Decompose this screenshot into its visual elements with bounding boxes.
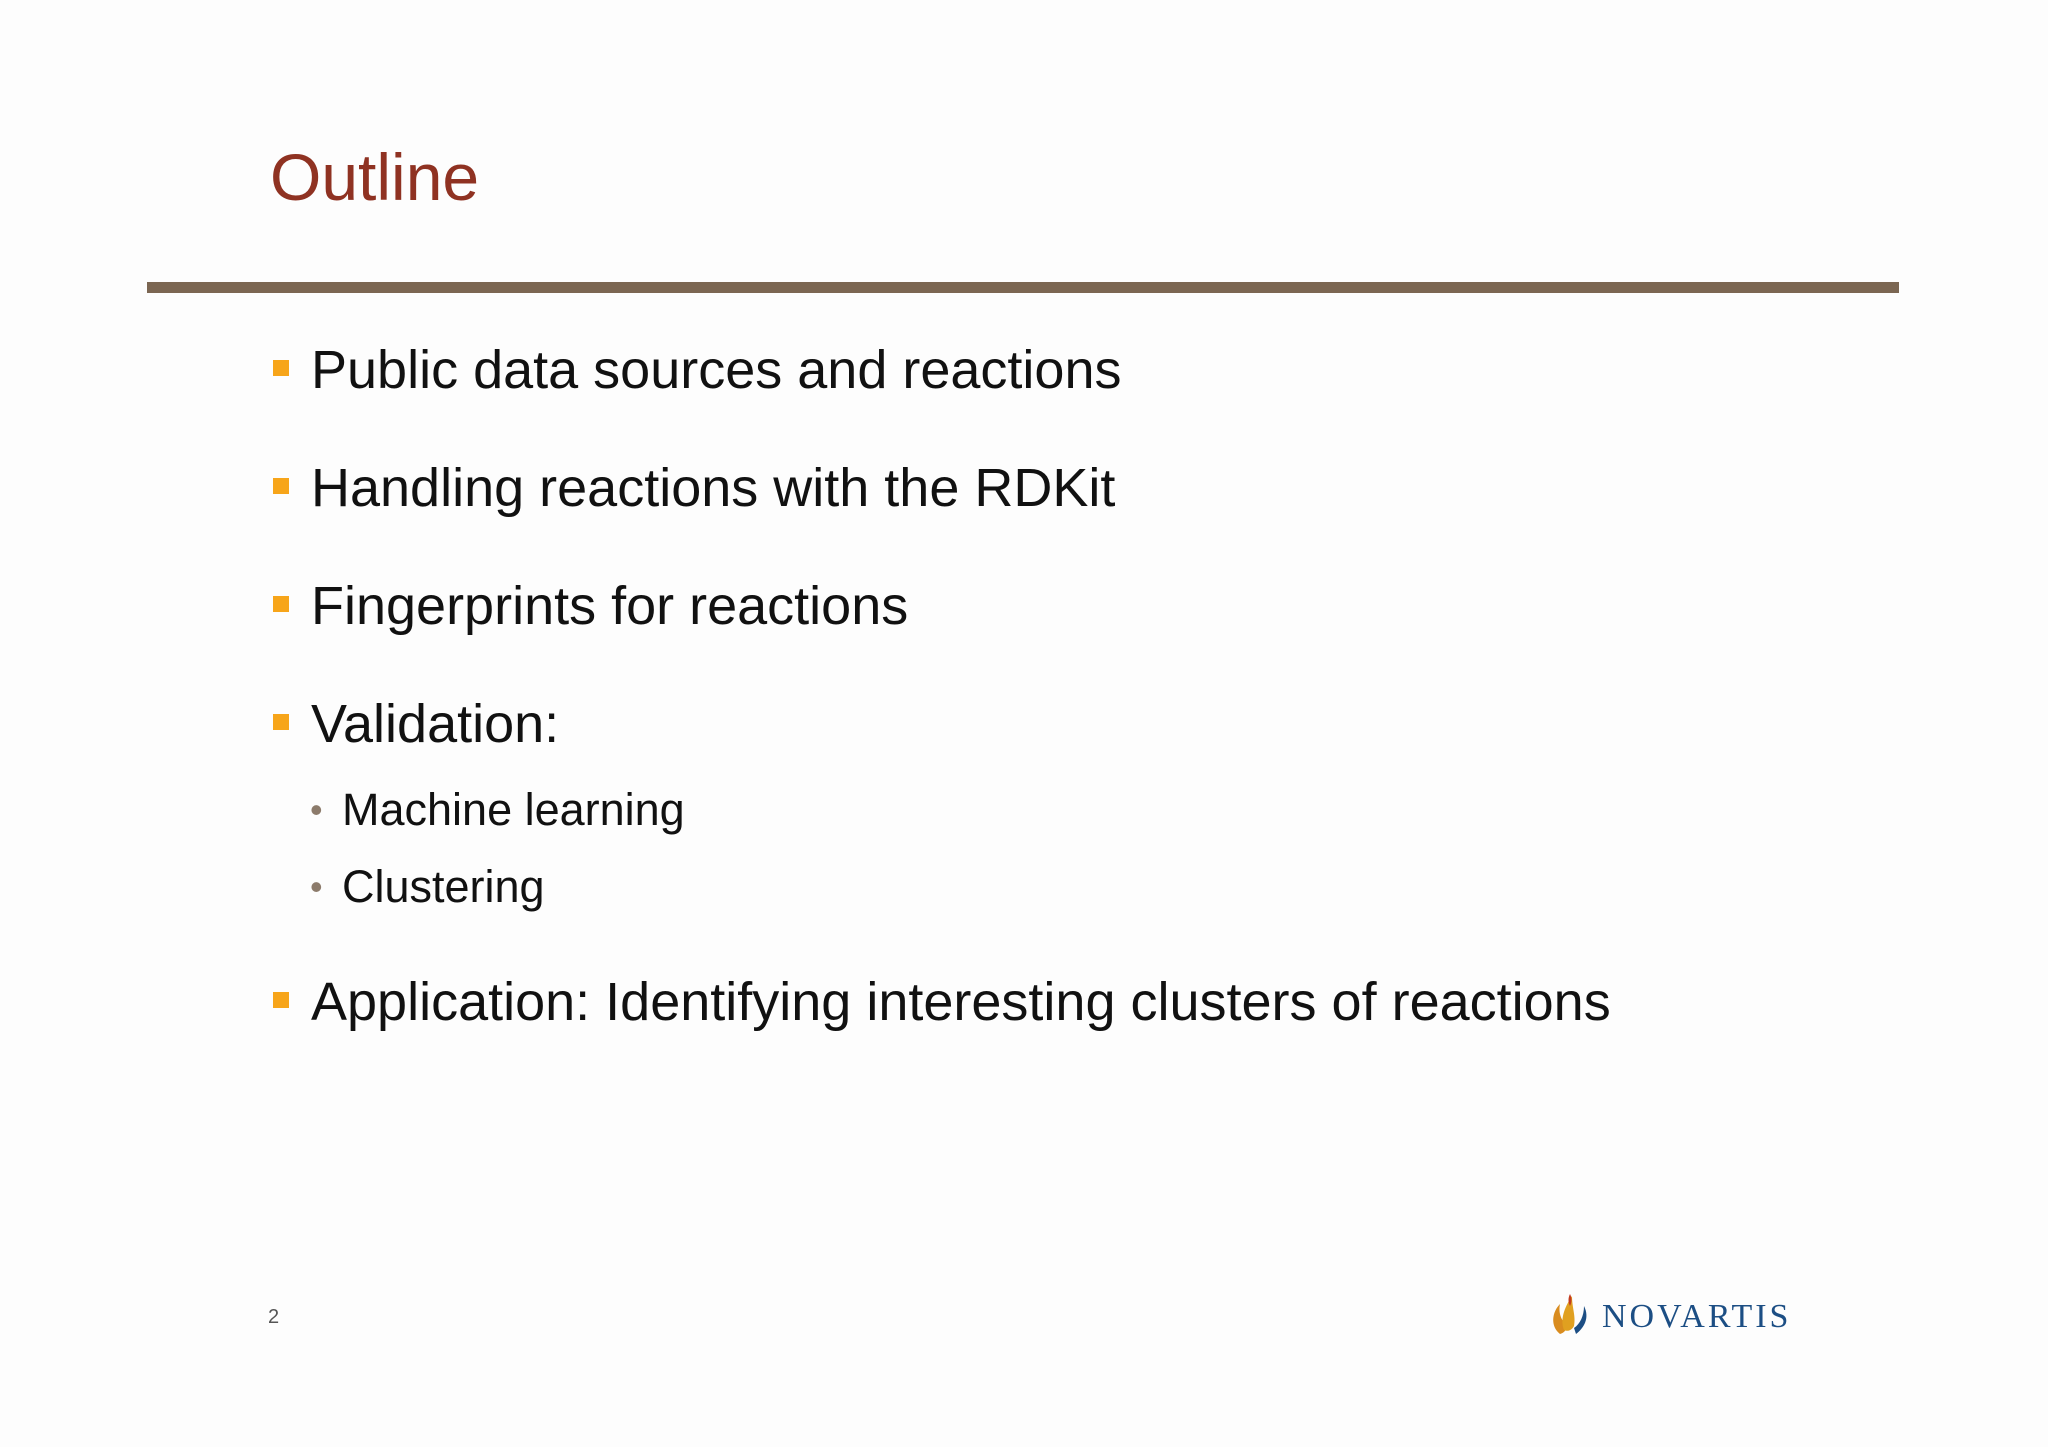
square-bullet-icon [273,992,289,1008]
bullet-text: Validation: [311,694,560,754]
slide-title: Outline [270,140,480,214]
logo-wordmark: NOVARTIS [1602,1298,1792,1335]
sub-bullet-text: Machine learning [342,784,685,835]
square-bullet-icon [273,360,289,376]
square-bullet-icon [273,596,289,612]
page-number: 2 [268,1306,280,1328]
bullet-text: Handling reactions with the RDKit [311,458,1116,518]
square-bullet-icon [273,714,289,730]
round-bullet-icon: • [310,789,323,830]
sub-bullet-text: Clustering [342,861,545,912]
novartis-flame-logo-icon [1546,1290,1596,1338]
bullet-text: Fingerprints for reactions [311,576,909,636]
bullet-text: Public data sources and reactions [311,340,1122,400]
title-divider [147,282,1899,293]
square-bullet-icon [273,478,289,494]
bullet-text: Application: Identifying interesting clusters of reactions [311,972,1611,1032]
novartis-logo [1546,1290,1792,1338]
round-bullet-icon: • [310,866,323,907]
